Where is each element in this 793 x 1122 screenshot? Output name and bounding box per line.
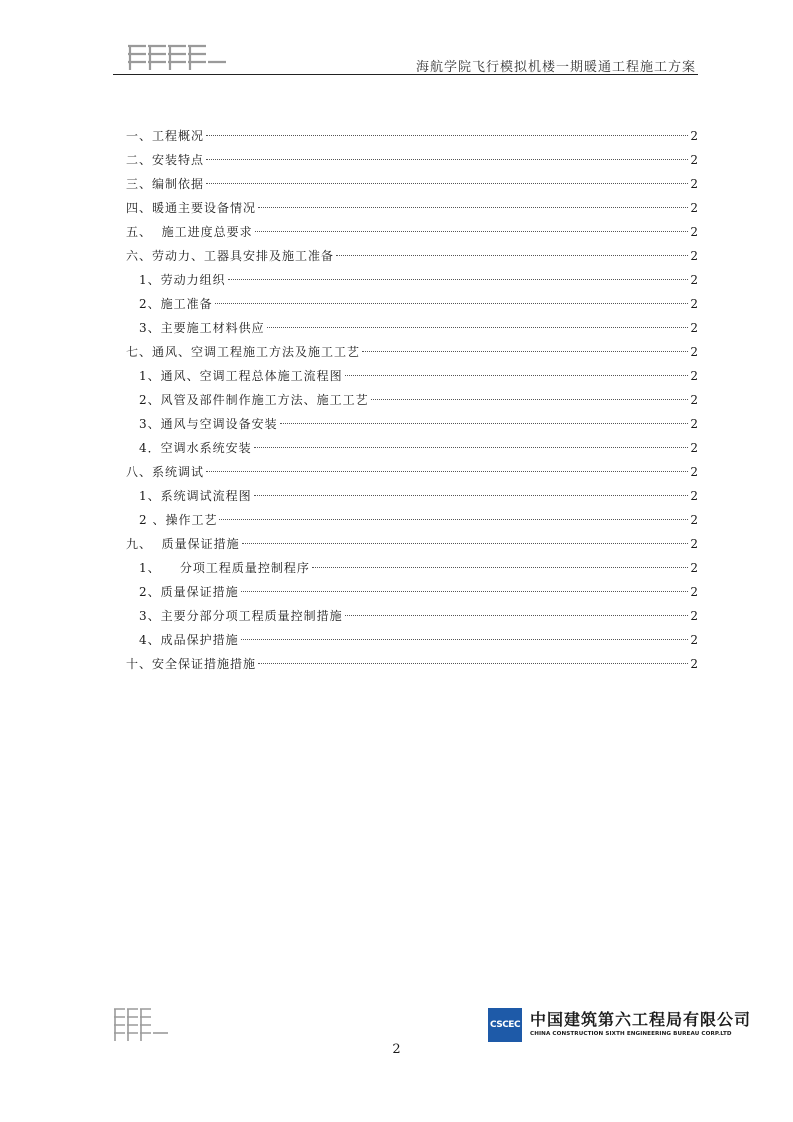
toc-leader-dots <box>312 566 688 568</box>
toc-leader-dots <box>206 158 688 160</box>
toc-entry-page: 2 <box>690 249 698 263</box>
toc-entry-page: 2 <box>690 513 698 527</box>
toc-entry-label: 八、系统调试 <box>126 465 205 479</box>
toc-leader-dots <box>254 446 688 448</box>
toc-entry[interactable] <box>126 244 698 268</box>
toc-entry-page: 2 <box>690 465 698 479</box>
toc-leader-dots <box>242 542 688 544</box>
toc-entry-label: 七、通风、空调工程施工方法及施工工艺 <box>126 345 361 359</box>
toc-entry-label: 2、质量保证措施 <box>139 585 239 599</box>
toc-entry-label: 3、主要施工材料供应 <box>139 321 265 335</box>
toc-entry[interactable] <box>126 292 698 316</box>
header-rule <box>113 74 698 75</box>
toc-entry-page: 2 <box>690 129 698 143</box>
toc-entry-page: 2 <box>690 201 698 215</box>
toc-entry[interactable] <box>126 604 698 628</box>
footer-logo-icon <box>113 1005 168 1043</box>
toc-entry-page: 2 <box>690 441 698 455</box>
toc-entry-label: 2、风管及部件制作施工方法、施工工艺 <box>139 393 369 407</box>
toc-entry-page: 2 <box>690 369 698 383</box>
toc-entry-label: 3、主要分部分项工程质量控制措施 <box>139 609 343 623</box>
toc-entry[interactable] <box>126 364 698 388</box>
toc-entry[interactable] <box>126 316 698 340</box>
toc-entry-page: 2 <box>690 297 698 311</box>
toc-leader-dots <box>241 590 688 592</box>
toc-entry[interactable] <box>126 388 698 412</box>
toc-entry[interactable] <box>126 652 698 676</box>
cscec-badge-icon: CSCEC <box>488 1008 522 1042</box>
toc-entry-label: 4、成品保护措施 <box>139 633 239 647</box>
toc-leader-dots <box>345 614 688 616</box>
toc-entry[interactable] <box>126 556 698 580</box>
toc-entry-page: 2 <box>690 585 698 599</box>
toc-entry-label: 六、劳动力、工器具安排及施工准备 <box>126 249 335 263</box>
toc-entry-label: 3、通风与空调设备安装 <box>139 417 278 431</box>
toc-entry-page: 2 <box>690 345 698 359</box>
toc-entry-label: 4．空调水系统安装 <box>139 441 252 455</box>
toc-entry-label: 四、暖通主要设备情况 <box>126 201 257 215</box>
toc-entry[interactable] <box>126 124 698 148</box>
toc-entry-label: 二、安装特点 <box>126 153 205 167</box>
toc-leader-dots <box>345 374 688 376</box>
toc-entry-label: 九、 质量保证措施 <box>126 537 240 551</box>
toc-entry-label: 2 、操作工艺 <box>139 513 218 527</box>
toc-entry-page: 2 <box>690 609 698 623</box>
header-title: 海航学院飞行模拟机楼一期暖通工程施工方案 <box>415 60 696 75</box>
toc-leader-dots <box>219 518 688 520</box>
toc-entry-label: 十、安全保证措施措施 <box>126 657 257 671</box>
toc-leader-dots <box>258 206 688 208</box>
toc-leader-dots <box>280 422 688 424</box>
toc-entry-page: 2 <box>690 153 698 167</box>
toc-entry-page: 2 <box>690 561 698 575</box>
toc-entry[interactable] <box>126 412 698 436</box>
toc-entry-page: 2 <box>690 489 698 503</box>
toc-leader-dots <box>371 398 688 400</box>
company-name-en: CHINA CONSTRUCTION SIXTH ENGINEERING BUREAU CORP.LTD <box>530 1031 732 1037</box>
company-logo <box>488 1008 753 1044</box>
toc-entry[interactable] <box>126 532 698 556</box>
toc-entry[interactable] <box>126 220 698 244</box>
toc-leader-dots <box>206 134 688 136</box>
toc-entry-label: 1、 分项工程质量控制程序 <box>139 561 310 575</box>
toc-entry[interactable] <box>126 148 698 172</box>
toc-entry-page: 2 <box>690 273 698 287</box>
company-name-cn: 中国建筑第六工程局有限公司 <box>530 1010 752 1029</box>
toc-leader-dots <box>258 662 688 664</box>
toc-leader-dots <box>362 350 688 352</box>
toc-entry[interactable] <box>126 268 698 292</box>
toc-entry-label: 三、编制依据 <box>126 177 205 191</box>
toc-leader-dots <box>206 470 688 472</box>
header-logo-icon <box>126 42 226 70</box>
toc-entry[interactable] <box>126 580 698 604</box>
toc-leader-dots <box>267 326 688 328</box>
toc-entry-page: 2 <box>690 657 698 671</box>
toc-entry[interactable] <box>126 460 698 484</box>
toc-entry-label: 1、系统调试流程图 <box>139 489 252 503</box>
toc-entry[interactable] <box>126 172 698 196</box>
toc-entry[interactable] <box>126 628 698 652</box>
toc-leader-dots <box>254 494 688 496</box>
toc-entry-page: 2 <box>690 633 698 647</box>
toc-entry-page: 2 <box>690 417 698 431</box>
toc-leader-dots <box>206 182 688 184</box>
toc-entry[interactable] <box>126 436 698 460</box>
toc-leader-dots <box>336 254 688 256</box>
toc-entry-label: 五、 施工进度总要求 <box>126 225 253 239</box>
toc-leader-dots <box>215 302 688 304</box>
toc-entry-page: 2 <box>690 537 698 551</box>
toc-entry-label: 2、施工准备 <box>139 297 213 311</box>
toc-entry-page: 2 <box>690 393 698 407</box>
toc-entry[interactable] <box>126 484 698 508</box>
toc-entry-page: 2 <box>690 321 698 335</box>
toc-entry-label: 1、劳动力组织 <box>139 273 226 287</box>
toc-leader-dots <box>228 278 688 280</box>
toc-entry-label: 一、工程概况 <box>126 129 205 143</box>
toc-entry-label: 1、通风、空调工程总体施工流程图 <box>139 369 343 383</box>
table-of-contents <box>126 124 698 676</box>
toc-leader-dots <box>255 230 688 232</box>
toc-entry-page: 2 <box>690 225 698 239</box>
toc-entry-page: 2 <box>690 177 698 191</box>
toc-entry[interactable] <box>126 508 698 532</box>
toc-entry[interactable] <box>126 196 698 220</box>
toc-leader-dots <box>241 638 688 640</box>
page-number: 2 <box>392 1042 401 1057</box>
toc-entry[interactable] <box>126 340 698 364</box>
